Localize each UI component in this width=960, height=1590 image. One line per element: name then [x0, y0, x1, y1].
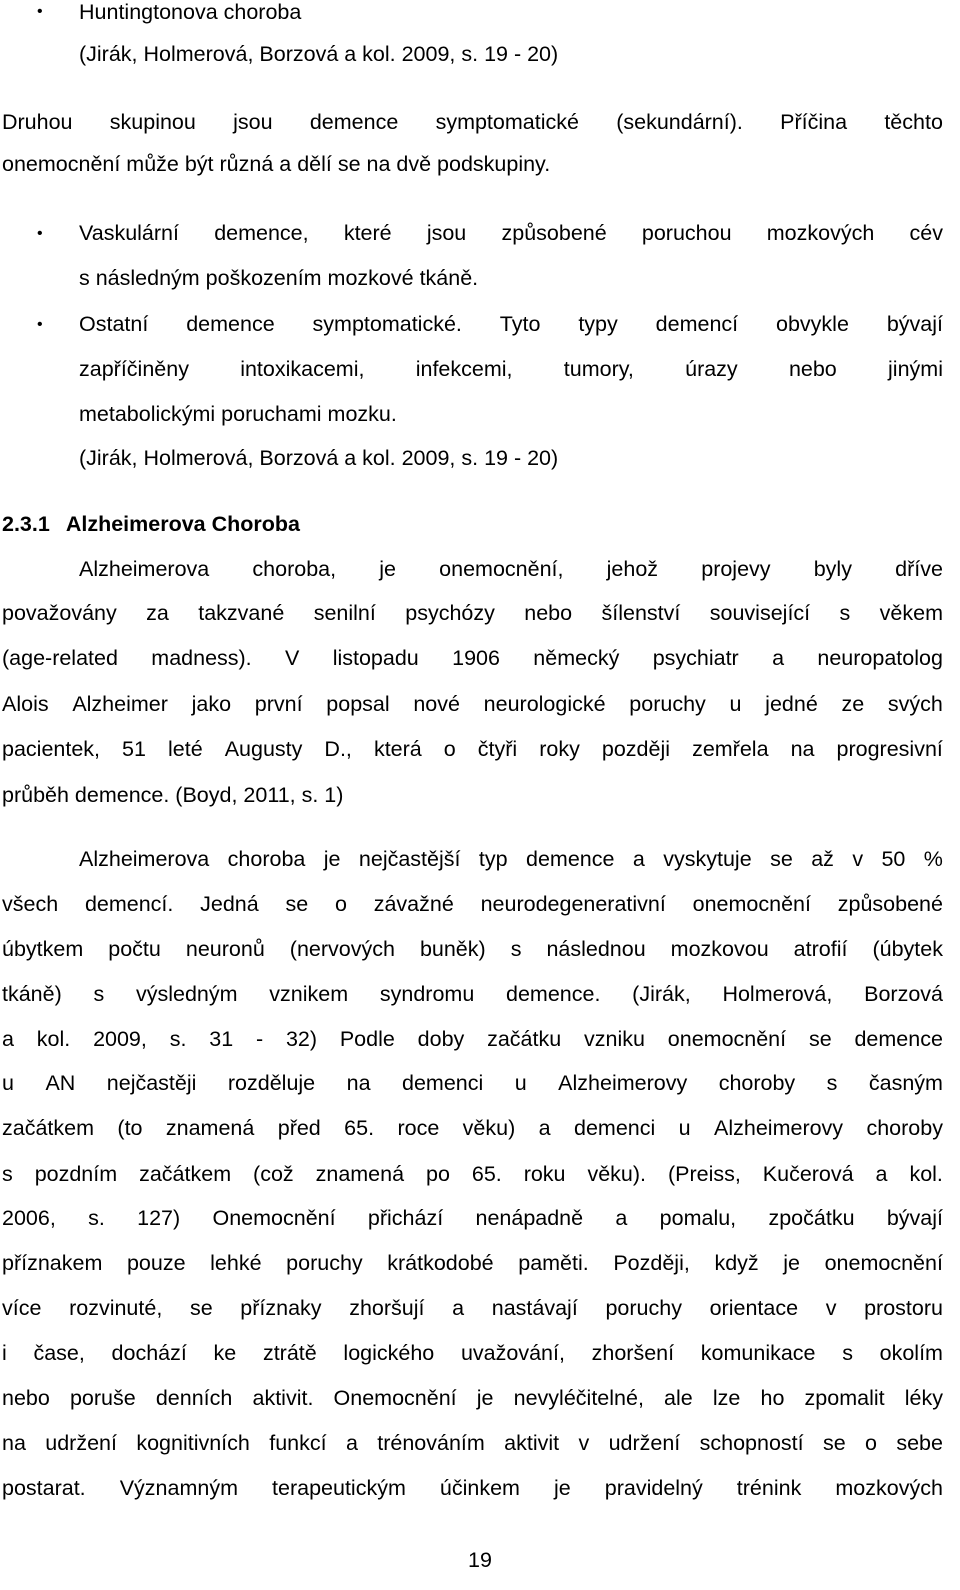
- paragraph-secondary-line-1: Druhou skupinou jsou demence symptomatické (sekundární). Příčina těchto: [2, 110, 943, 134]
- paragraph-1-line-4: Alois Alzheimer jako první popsal nové neurologické poruchy u jedné ze svých: [2, 692, 943, 716]
- paragraph-secondary-line-2: onemocnění může být různá a dělí se na dvě podskupiny.: [2, 152, 551, 176]
- paragraph-1-line-6: průběh demence. (Boyd, 2011, s. 1): [2, 783, 344, 807]
- paragraph-2-line-1: Alzheimerova choroba je nejčastější typ demence a vyskytuje se až v 50 %: [79, 847, 943, 871]
- paragraph-2-line-9: 2006, s. 127) Onemocnění přichází nenápadně a pomalu, zpočátku bývají: [2, 1206, 943, 1230]
- paragraph-1-line-3: (age-related madness). V listopadu 1906 německý psychiatr a neuropatolog: [2, 646, 943, 670]
- paragraph-2-line-6: u AN nejčastěji rozděluje na demenci u Alzheimerovy choroby s časným: [2, 1071, 943, 1095]
- paragraph-1-line-2: považovány za takzvané senilní psychózy nebo šílenství související s věkem: [2, 601, 943, 625]
- paragraph-2-line-5: a kol. 2009, s. 31 - 32) Podle doby začátku vzniku onemocnění se demence: [2, 1027, 943, 1051]
- list-item-other-line-3: metabolickými poruchami mozku.: [79, 402, 397, 426]
- paragraph-1-line-5: pacientek, 51 leté Augusty D., která o čtyři roky později zemřela na progresivní: [2, 737, 943, 761]
- list-item-other-line-2: zapříčiněny intoxikacemi, infekcemi, tumory, úrazy nebo jinými: [79, 357, 943, 381]
- paragraph-2-line-15: postarat. Významným terapeutickým účinkem je pravidelný trénink mozkových: [2, 1476, 943, 1500]
- list-item-vascular-line-1: Vaskulární demence, které jsou způsobené poruchou mozkových cév: [79, 221, 943, 245]
- section-heading: [2, 512, 300, 538]
- paragraph-2-line-13: nebo poruše denních aktivit. Onemocnění je nevyléčitelné, ale lze ho zpomalit léky: [2, 1386, 943, 1410]
- list-item-other-line-1: Ostatní demence symptomatické. Tyto typy demencí obvykle bývají: [79, 312, 943, 336]
- paragraph-2-line-10: příznakem pouze lehké poruchy krátkodobé paměti. Později, když je onemocnění: [2, 1251, 943, 1275]
- list-item-huntington: Huntingtonova choroba: [79, 0, 302, 24]
- paragraph-2-line-14: na udržení kognitivních funkcí a trénováním aktivit v udržení schopností se o sebe: [2, 1431, 943, 1455]
- paragraph-2-line-4: tkáně) s výsledným vznikem syndromu demence. (Jirák, Holmerová, Borzová: [2, 982, 943, 1006]
- paragraph-1-line-1: Alzheimerova choroba, je onemocnění, jehož projevy byly dříve: [79, 557, 943, 581]
- paragraph-2-line-3: úbytkem počtu neuronů (nervových buněk) s následnou mozkovou atrofií (úbytek: [2, 937, 943, 961]
- paragraph-2-line-8: s pozdním začátkem (což znamená po 65. roku věku). (Preiss, Kučerová a kol.: [2, 1162, 943, 1186]
- citation-huntington: (Jirák, Holmerová, Borzová a kol. 2009, s. 19 - 20): [79, 42, 559, 66]
- section-number: 2.3.1: [2, 512, 50, 536]
- bullet-icon: •: [37, 225, 43, 242]
- citation-other: (Jirák, Holmerová, Borzová a kol. 2009, s. 19 - 20): [79, 446, 559, 470]
- list-item-vascular-line-2: s následným poškozením mozkové tkáně.: [79, 266, 479, 290]
- paragraph-2-line-12: i čase, dochází ke ztrátě logického uvažování, zhoršení komunikace s okolím: [2, 1341, 943, 1365]
- paragraph-2-line-2: všech demencí. Jedná se o závažné neurodegenerativní onemocnění způsobené: [2, 892, 943, 916]
- bullet-icon: •: [37, 3, 43, 20]
- paragraph-2-line-11: více rozvinuté, se příznaky zhoršují a nastávají poruchy orientace v prostoru: [2, 1296, 943, 1320]
- page-number: 19: [468, 1548, 492, 1572]
- bullet-icon: •: [37, 316, 43, 333]
- section-title: Alzheimerova Choroba: [65, 512, 300, 536]
- paragraph-2-line-7: začátkem (to znamená před 65. roce věku) a demenci u Alzheimerovy choroby: [2, 1116, 943, 1140]
